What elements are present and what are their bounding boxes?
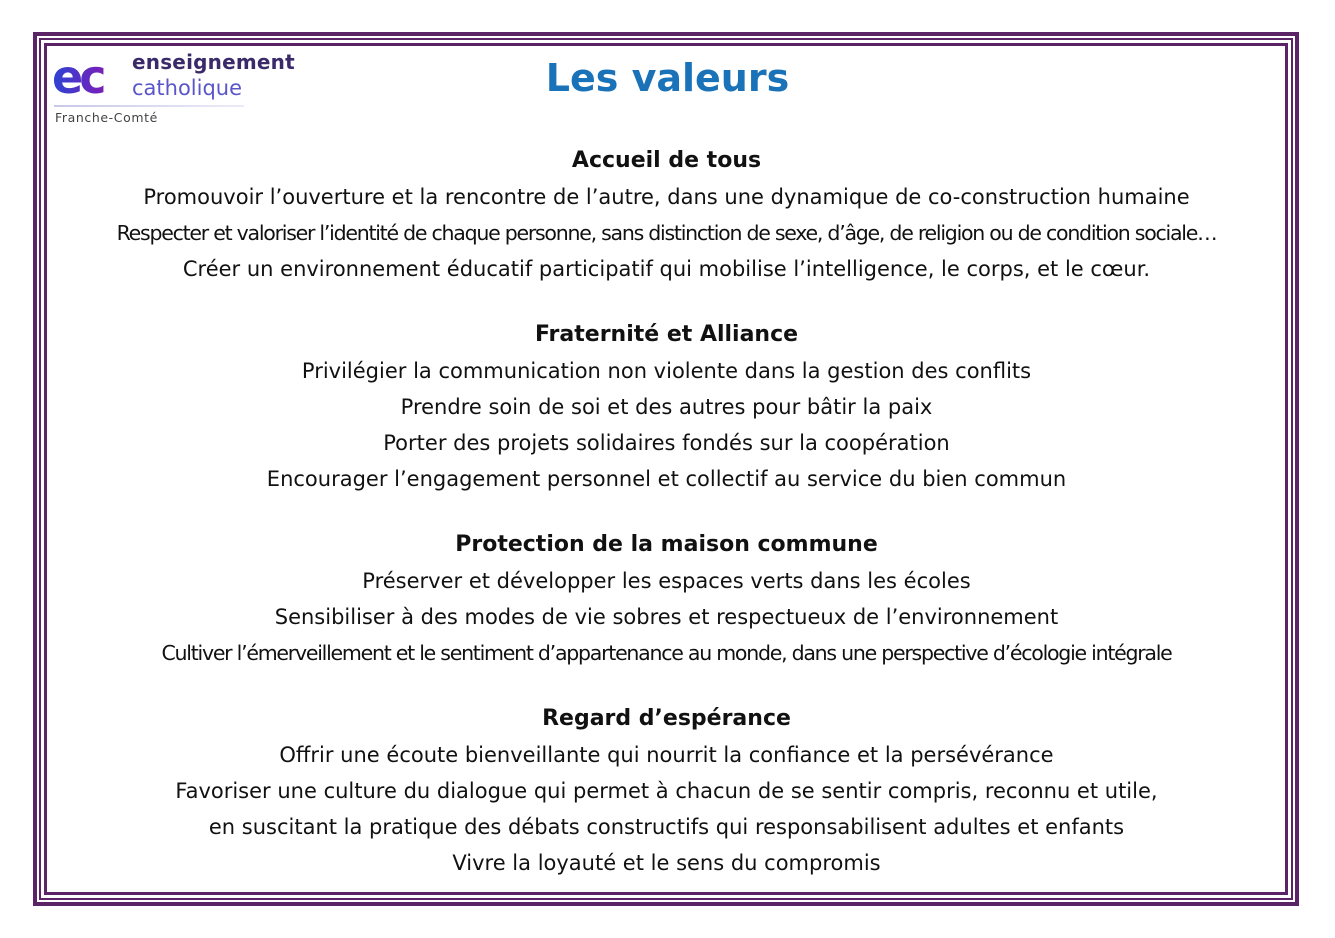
section-line: Promouvoir l’ouverture et la rencontre de l’autre, dans une dynamique de co-construction humaine	[143, 185, 1190, 209]
section-line: Offrir une écoute bienveillante qui nourrit la confiance et la persévérance	[279, 743, 1054, 767]
section-heading: Regard d’espérance	[542, 706, 791, 731]
section-line: Sensibiliser à des modes de vie sobres et respectueux de l’environnement	[274, 605, 1059, 629]
section-line: Respecter et valoriser l’identité de chaque personne, sans distinction de sexe, d’âge, de religion ou de condition sociale…	[116, 221, 1217, 245]
section-line: Favoriser une culture du dialogue qui permet à chacun de se sentir compris, reconnu et utile,	[175, 779, 1158, 803]
logo-mark-letters: ec	[52, 56, 103, 100]
section-accueil	[50, 143, 1283, 287]
logo-divider	[54, 105, 244, 107]
logo-word-enseignement: enseignement	[132, 50, 295, 74]
section-line: Encourager l’engagement personnel et collectif au service du bien commun	[266, 467, 1067, 491]
values-content	[50, 143, 1283, 911]
section-line: Vivre la loyauté et le sens du compromis	[452, 851, 881, 875]
logo-region: Franche-Comté	[55, 110, 158, 125]
section-heading: Fraternité et Alliance	[534, 322, 799, 347]
logo-word-catholique: catholique	[132, 76, 243, 100]
section-line: Préserver et développer les espaces verts dans les écoles	[362, 569, 971, 593]
section-line: Créer un environnement éducatif participatif qui mobilise l’intelligence, le corps, et le cœur.	[182, 257, 1151, 281]
section-esperance	[50, 701, 1283, 881]
page-title: Les valeurs	[545, 56, 790, 100]
section-line: Cultiver l’émerveillement et le sentiment d’appartenance au monde, dans une perspective d’écologie intégrale	[161, 641, 1172, 665]
section-line: Porter des projets solidaires fondés sur la coopération	[383, 431, 950, 455]
section-heading: Accueil de tous	[571, 148, 762, 173]
section-line: Privilégier la communication non violente dans la gestion des conflits	[301, 359, 1032, 383]
section-fraternite	[50, 317, 1283, 497]
section-heading: Protection de la maison commune	[455, 532, 878, 557]
section-line: Prendre soin de soi et des autres pour bâtir la paix	[400, 395, 933, 419]
section-protection	[50, 527, 1283, 671]
section-line: en suscitant la pratique des débats constructifs qui responsabilisent adultes et enfants	[208, 815, 1125, 839]
